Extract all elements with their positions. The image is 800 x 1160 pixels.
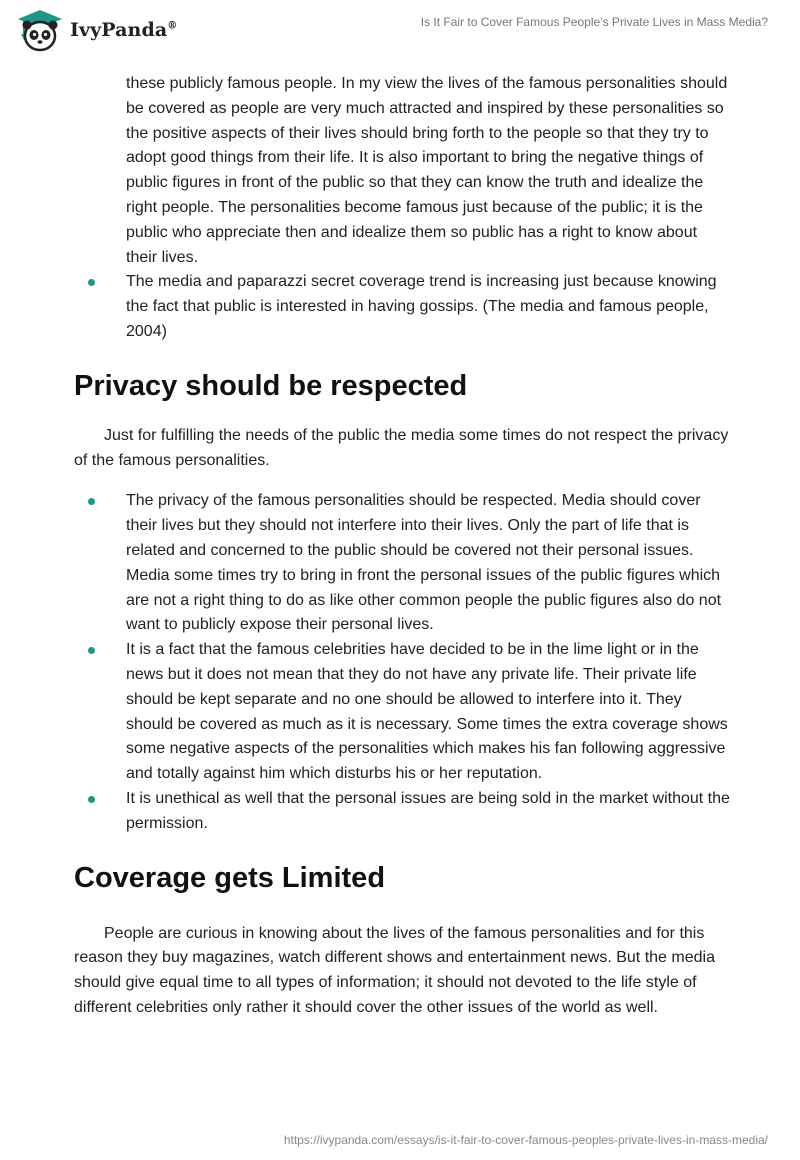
list-item	[74, 270, 730, 344]
bullet-text: It is a fact that the famous celebrities have decided to be in the lime light or in the news but it does not mean that they do not have any private life. Their private life should be kept separate and no one should be allowed to interfere into it. They should be covered as much as it is necessary. Some times the extra coverage shows some negative aspects of the personalities which makes his fan following aggressive and totally against him which disturbs his or her reputation.	[126, 641, 728, 783]
bullet-icon	[88, 498, 95, 505]
article-body	[74, 72, 730, 1021]
brand-name: IvyPanda®	[70, 19, 178, 41]
source-url-link[interactable]: https://ivypanda.com/essays/is-it-fair-to-cover-famous-peoples-private-lives-in-mass-media/	[283, 1133, 768, 1147]
list-item	[74, 787, 730, 837]
section-paragraph: Just for fulfilling the needs of the public the media some times do not respect the privacy of the famous personalities.	[74, 426, 729, 469]
bullet-icon	[88, 796, 95, 803]
bullet-text: The privacy of the famous personalities should be respected. Media should cover their lives but they should not interfere into their lives. Only the part of life that is related and concerned to the public should be covered not their personal issues. Media some times try to bring in front the personal issues of the public figures which are not a right thing to do as like other common people the public figures also do not want to publicly expose their personal lives.	[126, 492, 722, 634]
list-item	[74, 72, 730, 270]
document-title: Is It Fair to Cover Famous People’s Private Lives in Mass Media?	[420, 15, 768, 29]
bullet-text: It is unethical as well that the personal issues are being sold in the market without the permission.	[126, 789, 730, 832]
panda-graduate-icon	[16, 8, 64, 52]
section-paragraph: People are curious in knowing about the lives of the famous personalities and for this reason they buy magazines, watch different shows and entertainment news. But the media should give equal time to all types of information; it should not devoted to the life style of different celebrities only rather it should cover the other issues of the world as well.	[74, 924, 715, 1016]
bullet-icon	[88, 647, 95, 654]
page-header	[0, 0, 800, 60]
bullet-icon	[88, 279, 95, 286]
bullet-text: The media and paparazzi secret coverage trend is increasing just because knowing the fact that public is interested in having gossips. (The media and famous people, 2004)	[126, 273, 717, 340]
section-heading-coverage: Coverage gets Limited	[74, 861, 386, 894]
list-item	[74, 489, 730, 638]
list-item	[74, 638, 730, 787]
bullet-text: these publicly famous people. In my view the lives of the famous personalities should be covered as people are very much attracted and inspired by these personalities so the positive aspects of their lives should bring forth to the people so that they try to adopt good things from their life. It is also important to bring the negative things of public figures in front of the public so that they can know the truth and idealize the right people. The personalities become famous just because of the public; it is the public who appreciate then and idealize them so public has a right to know about their lives.	[126, 75, 728, 266]
section-heading-privacy: Privacy should be respected	[74, 369, 468, 402]
intro-bullet-list	[74, 72, 730, 345]
privacy-bullet-list	[74, 489, 730, 836]
ivypanda-logo[interactable]	[16, 8, 177, 52]
